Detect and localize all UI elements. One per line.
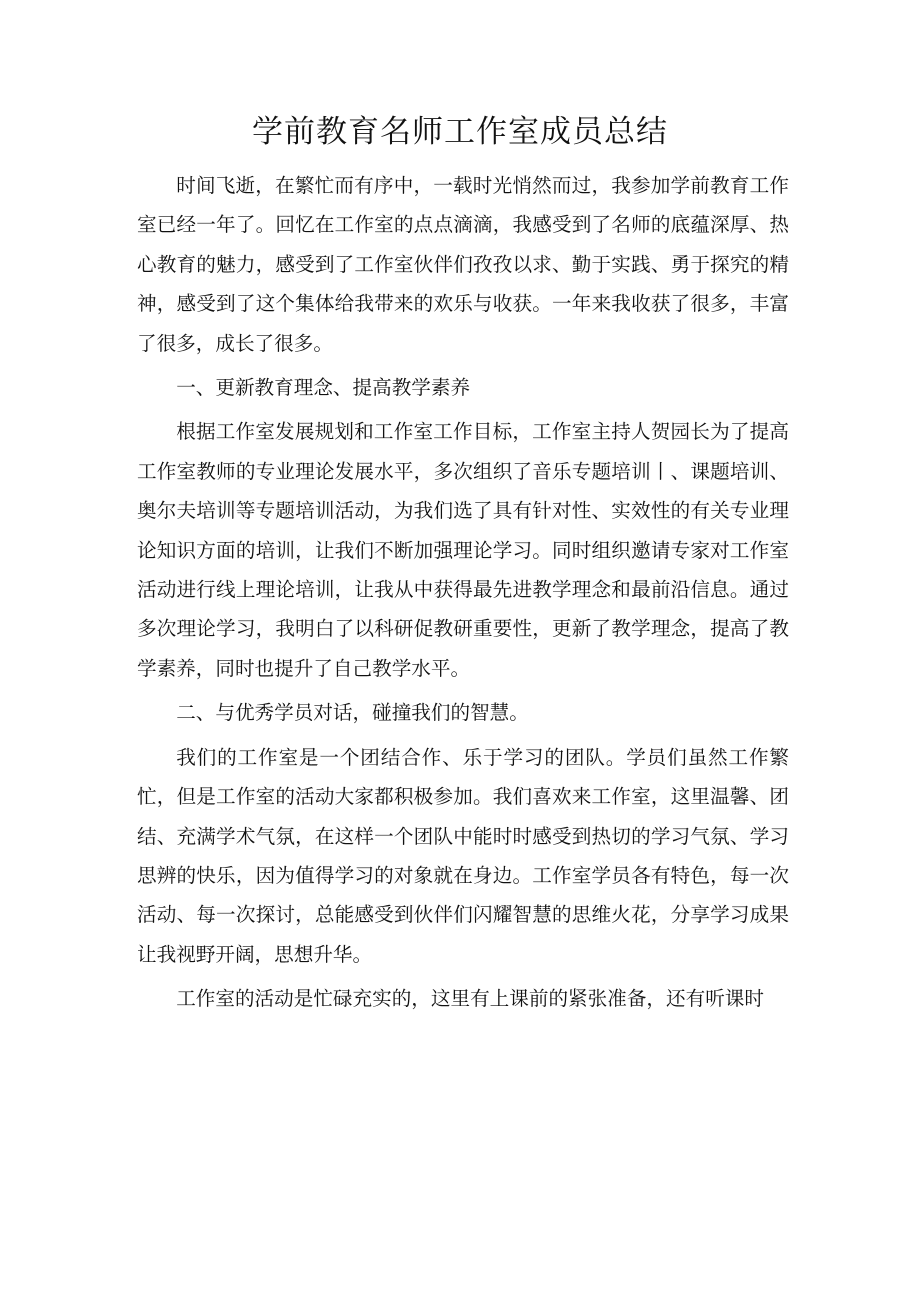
section-heading-1: 一、更新教育理念、提高教学素养 xyxy=(176,376,471,400)
paragraph-section-2: 我们的工作室是一个团结合作、乐于学习的团队。学员们虽然工作繁忙，但是工作室的活动大家都积极参加。我们喜欢来工作室，这里温馨、团结、充满学术气氛，在这样一个团队中能时时感受到热切的学习气氛、学习思辨的快乐，因为值得学习的对象就在身边。工作室学员各有特色，每一次活动、每一次探讨，总能感受到伙伴们闪耀智慧的思维火花，分享学习成果让我视野开阔，思想升华。 xyxy=(137,745,789,966)
document-body xyxy=(137,166,789,1024)
document-title: 学前教育名师工作室成员总结 xyxy=(252,114,668,150)
section-heading-2: 二、与优秀学员对话，碰撞我们的智慧。 xyxy=(176,701,529,725)
paragraph-section-1: 根据工作室发展规划和工作室工作目标，工作室主持人贺园长为了提高工作室教师的专业理论发展水平，多次组织了音乐专题培训丨、课题培训、奥尔夫培训等专题培训活动，为我们选了具有针对性、实效性的有关专业理论知识方面的培训，让我们不断加强理论学习。同时组织邀请专家对工作室活动进行线上理论培训，让我从中获得最先进教学理念和最前沿信息。通过多次理论学习，我明白了以科研促教研重要性，更新了教学理念，提高了教学素养，同时也提升了自己教学水平。 xyxy=(137,420,789,680)
paragraph-intro: 时间飞逝，在繁忙而有序中，一载时光悄然而过，我参加学前教育工作室已经一年了。回忆在工作室的点点滴滴，我感受到了名师的底蕴深厚、热心教育的魅力，感受到了工作室伙伴们孜孜以求、勤于实践、勇于探究的精神，感受到了这个集体给我带来的欢乐与收获。一年来我收获了很多，丰富了很多，成长了很多。 xyxy=(137,174,789,355)
paragraph-continued: 工作室的活动是忙碌充实的，这里有上课前的紧张准备，还有听课时 xyxy=(176,987,764,1011)
